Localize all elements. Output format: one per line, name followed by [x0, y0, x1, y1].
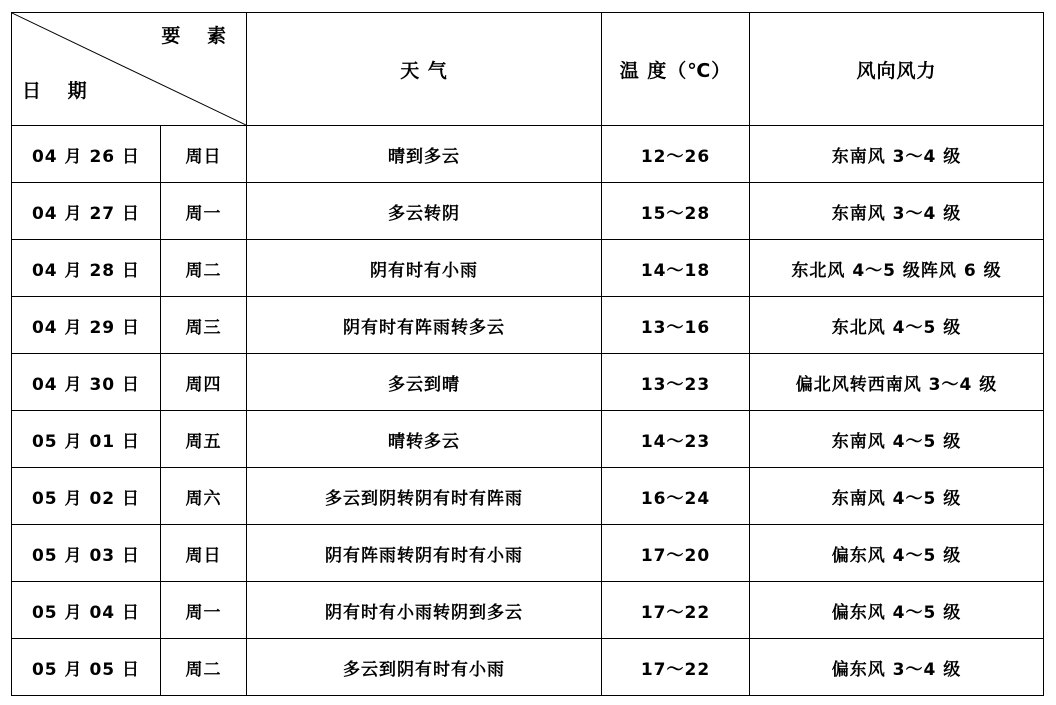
date-cell: 04 月 27 日 — [12, 183, 161, 240]
weather-cell: 阴有阵雨转阴有时有小雨 — [247, 525, 602, 582]
date-cell: 04 月 26 日 — [12, 126, 161, 183]
date-cell: 05 月 05 日 — [12, 639, 161, 696]
table-row — [12, 240, 1044, 297]
weather-cell: 多云到阴有时有小雨 — [247, 639, 602, 696]
header-row — [12, 13, 1044, 126]
weather-cell: 多云转阴 — [247, 183, 602, 240]
header-wind: 风向风力 — [750, 13, 1044, 126]
weather-cell: 晴转多云 — [247, 411, 602, 468]
day-cell: 周六 — [161, 468, 247, 525]
weather-cell: 阴有时有小雨转阴到多云 — [247, 582, 602, 639]
table-row — [12, 582, 1044, 639]
wind-cell: 东南风 4～5 级 — [750, 411, 1044, 468]
temperature-cell: 14～23 — [602, 411, 750, 468]
temperature-cell: 14～18 — [602, 240, 750, 297]
day-cell: 周三 — [161, 297, 247, 354]
date-cell: 05 月 02 日 — [12, 468, 161, 525]
table-row — [12, 525, 1044, 582]
wind-cell: 东南风 3～4 级 — [750, 126, 1044, 183]
table-row — [12, 354, 1044, 411]
date-cell: 05 月 01 日 — [12, 411, 161, 468]
day-cell: 周一 — [161, 582, 247, 639]
date-cell: 04 月 30 日 — [12, 354, 161, 411]
day-cell: 周日 — [161, 525, 247, 582]
table-row — [12, 297, 1044, 354]
corner-label-elements: 要 素 — [161, 25, 236, 47]
corner-label-date: 日 期 — [22, 80, 97, 102]
temperature-cell: 12～26 — [602, 126, 750, 183]
wind-cell: 东南风 4～5 级 — [750, 468, 1044, 525]
header-weather: 天 气 — [247, 13, 602, 126]
diagonal-header-cell — [12, 13, 247, 126]
table-row — [12, 126, 1044, 183]
weather-cell: 阴有时有阵雨转多云 — [247, 297, 602, 354]
day-cell: 周四 — [161, 354, 247, 411]
date-cell: 04 月 29 日 — [12, 297, 161, 354]
weather-cell: 多云到晴 — [247, 354, 602, 411]
forecast-body — [12, 126, 1044, 696]
day-cell: 周二 — [161, 639, 247, 696]
table-row — [12, 639, 1044, 696]
table-row — [12, 468, 1044, 525]
day-cell: 周一 — [161, 183, 247, 240]
wind-cell: 东南风 3～4 级 — [750, 183, 1044, 240]
wind-cell: 偏东风 3～4 级 — [750, 639, 1044, 696]
header-temperature: 温 度（℃） — [602, 13, 750, 126]
weather-cell: 晴到多云 — [247, 126, 602, 183]
table-row — [12, 183, 1044, 240]
day-cell: 周五 — [161, 411, 247, 468]
weather-cell: 阴有时有小雨 — [247, 240, 602, 297]
weather-forecast-table — [11, 12, 1044, 696]
wind-cell: 偏东风 4～5 级 — [750, 582, 1044, 639]
wind-cell: 偏东风 4～5 级 — [750, 525, 1044, 582]
temperature-cell: 13～23 — [602, 354, 750, 411]
wind-cell: 东北风 4～5 级阵风 6 级 — [750, 240, 1044, 297]
table-row — [12, 411, 1044, 468]
day-cell: 周日 — [161, 126, 247, 183]
wind-cell: 偏北风转西南风 3～4 级 — [750, 354, 1044, 411]
day-cell: 周二 — [161, 240, 247, 297]
weather-cell: 多云到阴转阴有时有阵雨 — [247, 468, 602, 525]
temperature-cell: 15～28 — [602, 183, 750, 240]
temperature-cell: 13～16 — [602, 297, 750, 354]
temperature-cell: 17～22 — [602, 582, 750, 639]
temperature-cell: 16～24 — [602, 468, 750, 525]
temperature-cell: 17～22 — [602, 639, 750, 696]
wind-cell: 东北风 4～5 级 — [750, 297, 1044, 354]
date-cell: 04 月 28 日 — [12, 240, 161, 297]
temperature-cell: 17～20 — [602, 525, 750, 582]
date-cell: 05 月 04 日 — [12, 582, 161, 639]
date-cell: 05 月 03 日 — [12, 525, 161, 582]
